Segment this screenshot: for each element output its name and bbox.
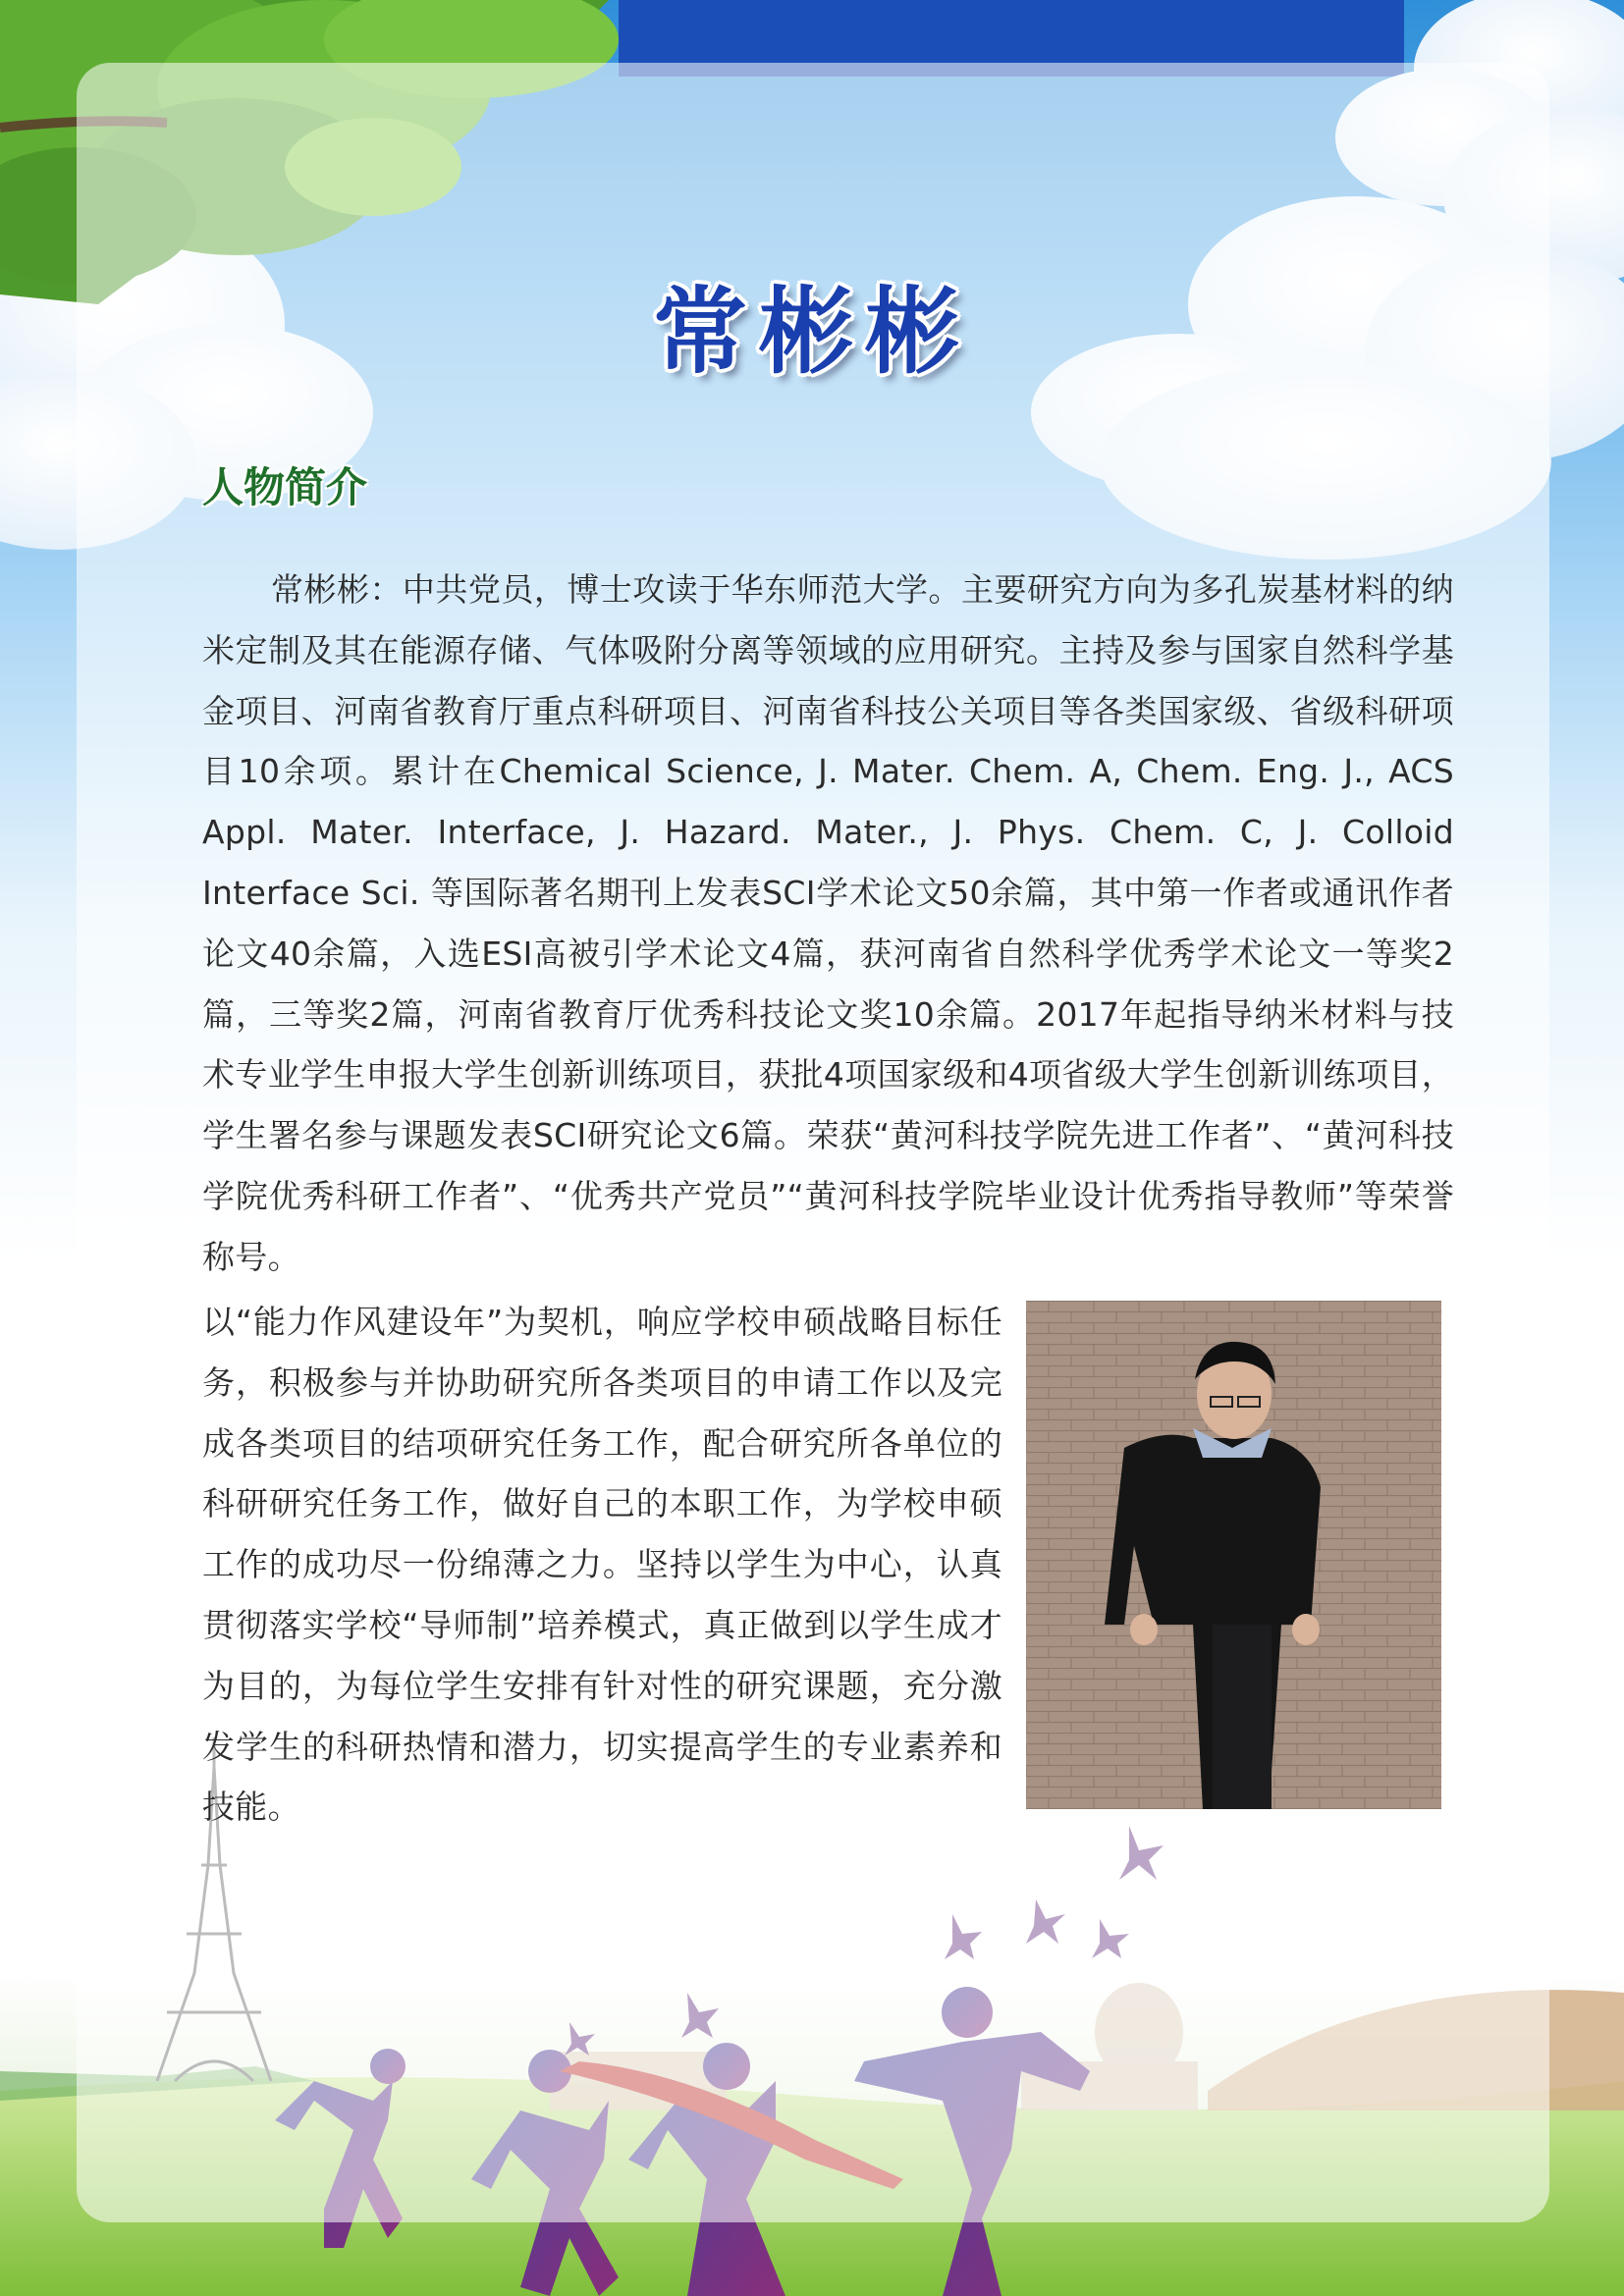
page-title: 常彬彬 (653, 277, 971, 387)
bio-paragraph-2: 以“能力作风建设年”为契机，响应学校申硕战略目标任务，积极参与并协助研究所各类项目的申请工作以及完成各类项目的结项研究任务工作，配合研究所各单位的科研研究任务工作，做好自己的本职工作，为学校申硕工作的成功尽一份绵薄之力。坚持以学生为中心，认真贯彻落实学校“导师制”培养模式，真正做到以学生成才为目的，为每位学生安排有针对性的研究课题，充分激发学生的科研热情和潜力，切实提高学生的专业素养和技能。 (202, 1303, 1002, 1827)
section-heading: 人物简介 (202, 463, 368, 511)
portrait-photo (1026, 1301, 1441, 1809)
bio-paragraph-1: 常彬彬：中共党员，博士攻读于华东师范大学。主要研究方向为多孔炭基材料的纳米定制及其在能源存储、气体吸附分离等领域的应用研究。主持及参与国家自然科学基金项目、河南省教育厅重点科研项目、河南省科技公关项目等各类国家级、省级科研项目10余项。累计在Chemical Science, J. Mater. Chem. A, Chem. Eng. J., ACS Appl. Mater. Interface, J. Hazard. Mater., J. Phys. Chem. C, J. Colloid Interface Sci. 等国际著名期刊上发表SCI学术论文50余篇，其中第一作者或通讯作者论文40余篇，入选ESI高被引学术论文4篇，获河南省自然科学优秀学术论文一等奖2篇，三等奖2篇，河南省教育厅优秀科技论文奖10余篇。2017年起指导纳米材料与技术专业学生申报大学生创新训练项目，获批4项国家级和4项省级大学生创新训练项目，学生署名参与课题发表SCI研究论文6篇。荣获“黄河科技学院先进工作者”、“黄河科技学院优秀科研工作者”、“优秀共产党员”“黄河科技学院毕业设计优秀指导教师”等荣誉称号。 (202, 570, 1454, 1276)
